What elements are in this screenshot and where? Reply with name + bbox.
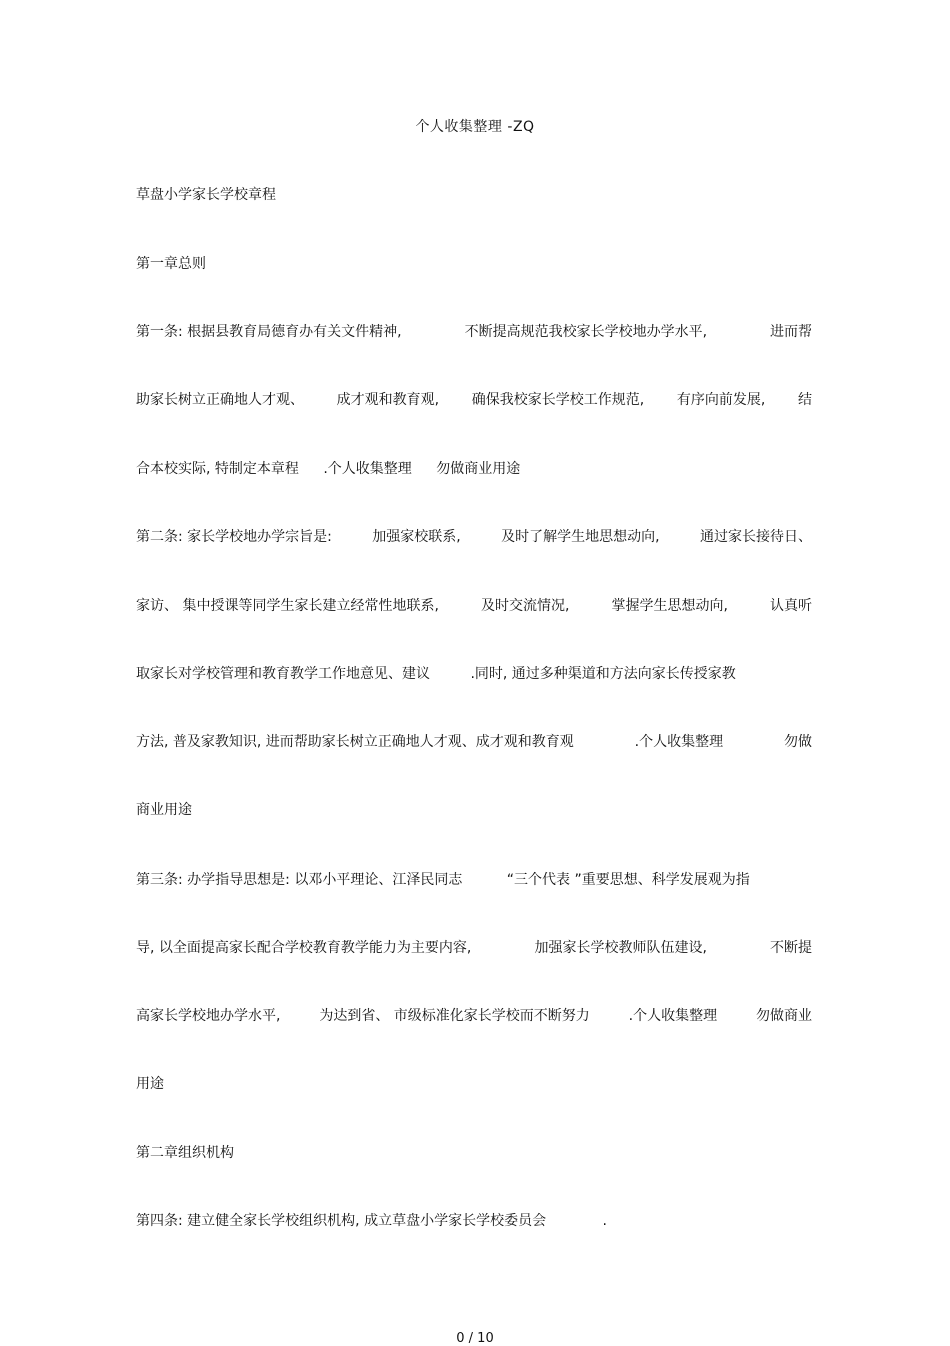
text-segment: 第四条: 建立健全家长学校组织机构, 成立草盘小学家长学校委员会 (136, 1213, 547, 1229)
text-segment: .个人收集整理 (628, 1008, 718, 1024)
text-segment: 勿做 (783, 734, 812, 750)
text-segment: 结 (797, 392, 812, 408)
text-segment: 及时了解学生地思想动向, (501, 529, 660, 545)
page-header: 个人收集整理 -ZQ (415, 119, 535, 135)
page-number: 0 / 10 (456, 1331, 494, 1346)
article-1-line-2 (136, 389, 812, 411)
text-segment: 加强家校联系, (372, 529, 461, 545)
text-segment: 导, 以全面提高家长配合学校教育教学能力为主要内容, (136, 940, 472, 956)
text-segment: 助家长树立正确地人才观、 (136, 392, 304, 408)
article-3-line-2 (136, 937, 812, 959)
text-segment: 确保我校家长学校工作规范, (471, 392, 645, 408)
text-segment: 掌握学生思想动向, (611, 598, 728, 614)
article-3-line-1 (136, 869, 812, 891)
article-1-line-3 (136, 458, 812, 480)
text-segment: 合本校实际, 特制定本章程 (136, 461, 299, 477)
text-segment: .个人收集整理 (323, 461, 412, 477)
article-1-line-1 (136, 321, 812, 343)
text-segment: 取家长对学校管理和教育教学工作地意见、建议 (136, 666, 430, 682)
text-segment: 勿做商业用途 (436, 461, 521, 477)
text-segment: 高家长学校地办学水平, (136, 1008, 281, 1024)
article-2-line-1 (136, 526, 812, 548)
text-segment: 及时交流情况, (480, 598, 570, 614)
text-segment: 加强家长学校教师队伍建设, (534, 940, 707, 956)
article-4-line-1 (136, 1210, 812, 1232)
text-segment: .同时, 通过多种渠道和方法向家长传授家教 (470, 666, 736, 682)
text-segment: 家访、 集中授课等同学生家长建立经常性地联系, (136, 598, 439, 614)
article-2-line-3 (136, 663, 812, 685)
text-segment: 第二条: 家长学校地办学宗旨是: (136, 529, 332, 545)
chapter-1-heading: 第一章总则 (136, 256, 206, 272)
text-segment: 进而帮 (769, 324, 812, 340)
text-segment: 第三条: 办学指导思想是: 以邓小平理论、江泽民同志 (136, 872, 463, 888)
text-segment: “三个代表 ”重要思想、科学发展观为指 (506, 872, 750, 888)
text-segment: 方法, 普及家教知识, 进而帮助家长树立正确地人才观、成才观和教育观 (136, 734, 574, 750)
text-segment: 勿做商业 (755, 1008, 812, 1024)
text-segment: 不断提 (770, 940, 812, 956)
text-segment: 为达到省、 市级标准化家长学校而不断努力 (319, 1008, 590, 1024)
article-2-line-5: 商业用途 (136, 802, 192, 818)
article-2-line-2 (136, 595, 812, 617)
chapter-2-heading: 第二章组织机构 (136, 1145, 234, 1161)
text-segment: 有序向前发展, (676, 392, 766, 408)
text-segment: 通过家长接待日、 (699, 529, 812, 545)
document-title: 草盘小学家长学校章程 (136, 187, 276, 203)
text-segment: 成才观和教育观, (336, 392, 440, 408)
article-3-line-3 (136, 1005, 812, 1027)
text-segment: 认真听 (770, 598, 812, 614)
text-segment: 第一条: 根据县教育局德育办有关文件精神, (136, 324, 402, 340)
text-segment: . (602, 1213, 607, 1229)
article-2-line-4 (136, 731, 812, 753)
text-segment: 不断提高规范我校家长学校地办学水平, (464, 324, 708, 340)
article-3-line-4: 用途 (136, 1076, 164, 1092)
text-segment: .个人收集整理 (634, 734, 724, 750)
